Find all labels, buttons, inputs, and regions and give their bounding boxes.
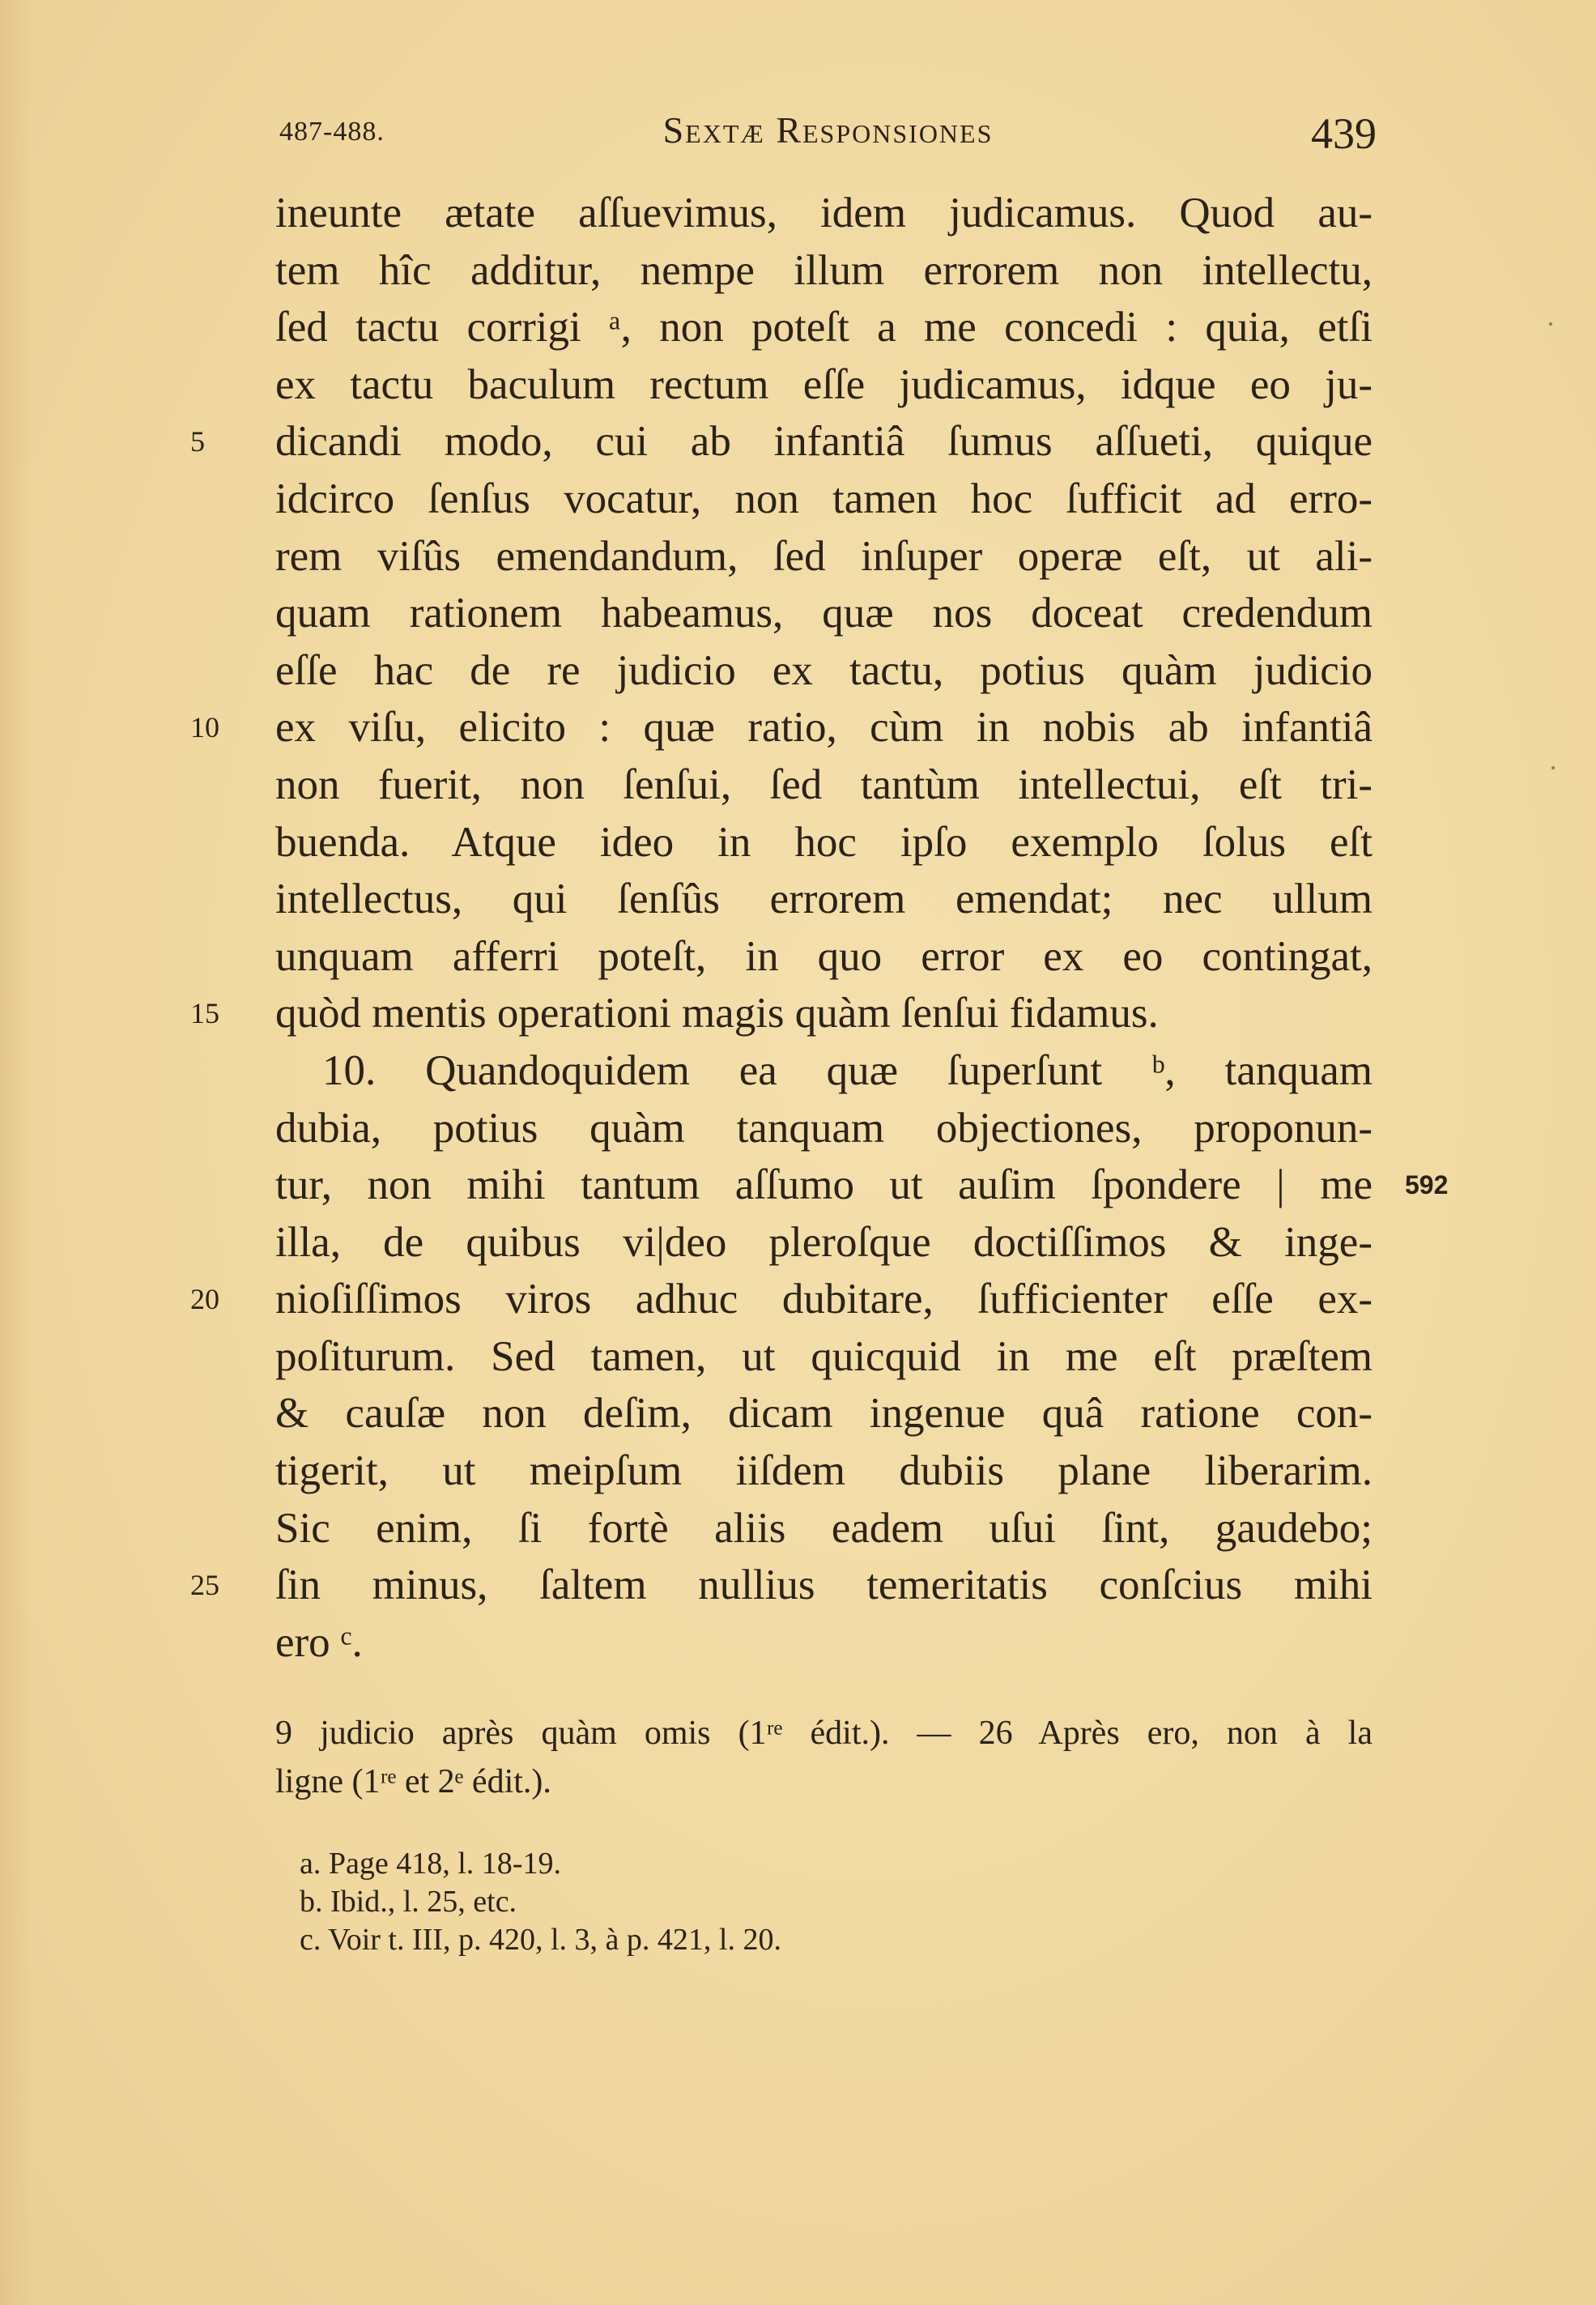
text-line: poſiturum. Sed tamen, ut quicquid in me eſt præſtem xyxy=(275,1332,1373,1380)
text-line: ero ᶜ. xyxy=(275,1618,363,1666)
main-text xyxy=(190,185,1449,1671)
text-line: unquam afferri poteſt, in quo error ex eo contingat, xyxy=(275,932,1373,980)
line-number: 5 xyxy=(190,425,205,458)
text-line: 10 ex viſu, elicito : quæ ratio, cùm in nobis ab infantiâ xyxy=(275,699,1373,756)
text-line: tur, non mihi tantum aſſumo ut auſim ſpondere | me 592 xyxy=(275,1157,1373,1214)
text-line: tigerit, ut meipſum iiſdem dubiis plane liberarim. xyxy=(275,1447,1373,1495)
text-line: tem hîc additur, nempe illum errorem non intellectu, xyxy=(275,246,1373,294)
text-line: ſed tactu corrigi ᵃ, non poteſt a me concedi : quia, etſi xyxy=(275,304,1373,352)
text-line: 25 ſin minus, ſaltem nullius temeritatis conſcius mihi xyxy=(275,1557,1373,1614)
text-line: 15 quòd mentis operationi magis quàm ſenſui fidamus. xyxy=(275,985,1373,1042)
paper-speck xyxy=(1549,322,1552,326)
text-line: quam rationem habeamus, quæ nos doceat credendum xyxy=(275,590,1373,637)
text-line: illa, de quibus vi|deo pleroſque doctiſſimos & inge- xyxy=(275,1218,1373,1266)
footnotes xyxy=(300,1845,781,1959)
page-number: 439 xyxy=(1311,109,1377,158)
text-line: rem viſûs emendandum, ſed inſuper operæ eſt, ut ali- xyxy=(275,532,1373,580)
text-line: 5 dicandi modo, cui ab infantiâ ſumus aſſueti, quique xyxy=(275,413,1373,471)
margin-page-reference: 592 xyxy=(1405,1170,1449,1200)
header-section-range: 487-488. xyxy=(279,117,385,147)
running-header xyxy=(279,104,1377,168)
variant-note-line: 9 judicio après quàm omis (1ʳᵉ édit.). — 26 Après ero, non à la xyxy=(275,1715,1373,1752)
variant-notes xyxy=(275,1709,1373,1806)
variant-note-line: ligne (1ʳᵉ et 2ᵉ édit.). xyxy=(275,1763,551,1800)
page-edge-shadow xyxy=(0,0,32,2305)
line-number: 15 xyxy=(190,997,219,1030)
line-number: 10 xyxy=(190,711,219,744)
text-line: non fuerit, non ſenſui, ſed tantùm intellectui, eſt tri- xyxy=(275,761,1373,808)
text-line: 20 nioſiſſimos viros adhuc dubitare, ſufficienter eſſe ex- xyxy=(275,1271,1373,1328)
line-number: 20 xyxy=(190,1283,219,1316)
text-line: intellectus, qui ſenſûs errorem emendat; nec ullum xyxy=(275,876,1373,923)
text-line: buenda. Atque ideo in hoc ipſo exemplo ſolus eſt xyxy=(275,818,1373,866)
text-line: dubia, potius quàm tanquam objectiones, proponun- xyxy=(275,1104,1373,1152)
text-line: 10. Quandoquidem ea quæ ſuperſunt ᵇ, tanquam xyxy=(322,1046,1373,1094)
text-line: eſſe hac de re judicio ex tactu, potius quàm judicio xyxy=(275,646,1373,694)
line-number: 25 xyxy=(190,1569,219,1602)
paper-speck xyxy=(1551,766,1555,769)
text-line: ex tactu baculum rectum eſſe judicamus, idque eo ju- xyxy=(275,360,1373,408)
footnote-c: c. Voir t. III, p. 420, l. 3, à p. 421, l. 20. xyxy=(300,1923,781,1957)
text-line: Sic enim, ſi fortè aliis eadem uſui ſint, gaudebo; xyxy=(275,1504,1373,1552)
footnote-a: a. Page 418, l. 18-19. xyxy=(300,1847,561,1881)
text-line: & cauſæ non deſim, dicam ingenue quâ ratione con- xyxy=(275,1390,1373,1438)
header-title: Sextæ Responsiones xyxy=(662,109,994,151)
footnote-b: b. Ibid., l. 25, etc. xyxy=(300,1885,517,1919)
text-line: idcirco ſenſus vocatur, non tamen hoc ſufficit ad erro- xyxy=(275,475,1373,522)
text-line: ineunte ætate aſſuevimus, idem judicamus. Quod au- xyxy=(275,190,1373,236)
